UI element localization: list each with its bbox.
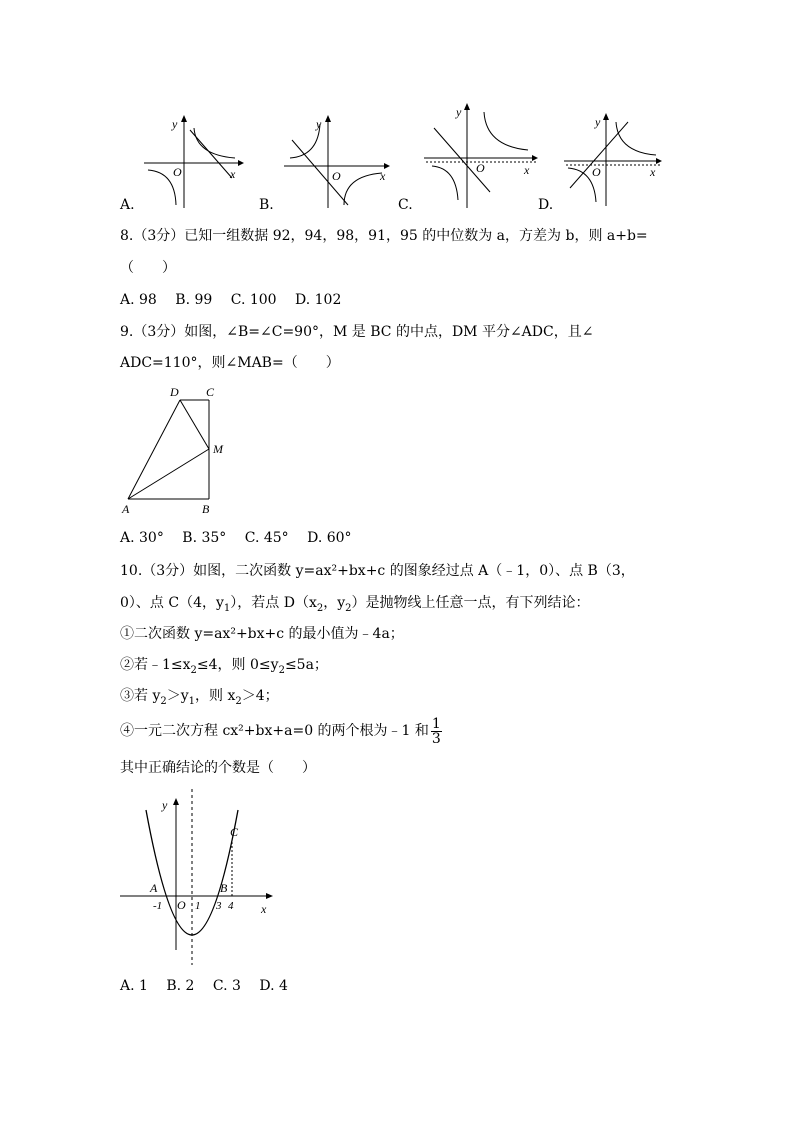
q7a-y-label: y xyxy=(172,117,178,131)
q10-conclusion-1: ①二次函数 y=ax²+bx+c 的最小值为﹣4a； xyxy=(120,626,404,642)
q7-option-a: A. xyxy=(120,197,135,213)
q10-conclusion-4: ④一元二次方程 cx²+bx+a=0 的两个根为﹣1 和 $\frac{1}{3}$ xyxy=(120,715,441,747)
q7d-x-label: x xyxy=(650,165,656,179)
q7c-y-label: y xyxy=(456,105,462,119)
q10-stem-line1: 10.（3分）如图，二次函数 y=ax²+bx+c 的图象经过点 A（﹣1，0）、点 B（3， xyxy=(120,563,635,579)
q10-tick-neg1: -1 xyxy=(153,900,163,912)
q7b-origin-label: O xyxy=(332,169,341,183)
q7d-y-label: y xyxy=(595,115,601,129)
q8-stem-line2: （ ） xyxy=(120,260,176,276)
q9-stem-line1: 9.（3分）如图，∠B=∠C=90°，M 是 BC 的中点，DM 平分∠ADC，且∠ xyxy=(120,324,594,340)
q9-figure xyxy=(118,383,238,518)
q10-conclusion-3: ③若 $y_2>y_1$，则 $x_2>4$； xyxy=(120,688,279,707)
q7a-x-label: x xyxy=(230,167,236,181)
q9-options: A. 30° B. 35° C. 45° D. 60° xyxy=(120,530,352,546)
q10-conclusion-2: ②若$﹣1\le x_2\le 4$，则 $0\le y_2\le 5a$； xyxy=(120,657,328,676)
q9-label-b: B xyxy=(202,502,210,516)
q7c-origin-label: O xyxy=(476,161,485,175)
q7c-x-label: x xyxy=(524,163,530,177)
q10-label-a: A xyxy=(150,881,158,895)
q10-label-c: C xyxy=(230,825,239,839)
q7-graph-b xyxy=(282,110,397,210)
q9-stem-line2: ADC=110°，则∠MAB=（ ） xyxy=(120,355,340,371)
q7-option-d: D. xyxy=(538,197,554,213)
q7b-x-label: x xyxy=(380,169,386,183)
q10-parabola-graph xyxy=(118,785,278,970)
q7-graph-c xyxy=(420,100,545,210)
q7-option-b: B. xyxy=(259,197,274,213)
q8-options: A. 98 B. 99 C. 100 D. 102 xyxy=(120,292,342,308)
q7-option-c: C. xyxy=(398,197,413,213)
q9-label-c: C xyxy=(206,385,215,399)
q9-label-a: A xyxy=(122,502,130,516)
q8-stem-line1: 8.（3分）已知一组数据 92，94，98，91，95 的中位数为 a，方差为 b，则 a+b= xyxy=(120,228,648,244)
q7-graph-d xyxy=(562,108,672,208)
q7d-origin-label: O xyxy=(592,165,601,179)
q10-tick-3: 3 xyxy=(216,900,222,912)
q10-question: 其中正确结论的个数是（ ） xyxy=(120,760,316,776)
q7-graph-a xyxy=(140,110,250,210)
q7b-y-label: y xyxy=(316,117,322,131)
q10-label-b: B xyxy=(220,881,228,895)
q10-x-label: x xyxy=(261,902,267,916)
q10-y-label: y xyxy=(162,798,168,812)
q10-stem-line2: 0）、点 C（4，$y_1$），若点 $D(x_2$，$y_2$）是抛物线上任意一点，有下列结论： xyxy=(120,595,590,614)
q7a-origin-label: O xyxy=(173,165,182,179)
q9-label-m: M xyxy=(213,442,223,456)
fraction-one-third: $\frac{1}{3}$ xyxy=(431,715,441,747)
q10-tick-4: 4 xyxy=(228,900,234,912)
q10-origin-label: O xyxy=(177,898,186,912)
q10-options: A. 1 B. 2 C. 3 D. 4 xyxy=(120,978,288,994)
q10-tick-1: 1 xyxy=(195,900,201,912)
q9-label-d: D xyxy=(170,385,179,399)
